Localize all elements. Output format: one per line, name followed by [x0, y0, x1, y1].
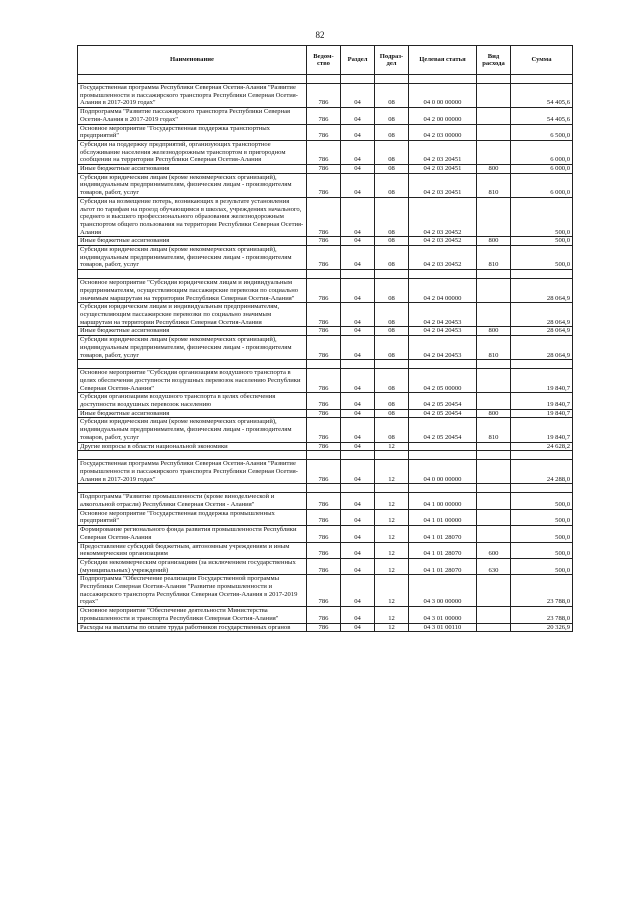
cell-celevaya-statya: 04 1 01 28070: [409, 558, 477, 574]
cell-podrazdel: 12: [375, 493, 409, 509]
cell-podrazdel: 08: [375, 84, 409, 108]
table-row: [78, 336, 573, 360]
spacer-cell: [78, 451, 307, 460]
table-row: [78, 460, 573, 484]
spacer-cell: [375, 451, 409, 460]
spacer-cell: [375, 270, 409, 279]
spacer-row: [78, 484, 573, 493]
cell-summa: 19 840,7: [511, 418, 573, 442]
cell-vid-rashoda: [477, 442, 511, 451]
cell-vedomstvo: 786: [307, 165, 341, 174]
cell-summa: 24 288,0: [511, 460, 573, 484]
spacer-cell: [375, 484, 409, 493]
cell-name: Субсидия на поддержку предприятий, организующих транспортное обслуживание населения железнодорожным транспортом в пригородном сообщении на территории Республики Северная Осетия-Алания: [78, 140, 307, 164]
spacer-row: [78, 270, 573, 279]
spacer-cell: [78, 360, 307, 369]
cell-name: Субсидии юридическим лицам (кроме некоммерческих организаций), индивидуальным предпринимателям, физическим лицам - производителям товаров, работ, услуг: [78, 418, 307, 442]
cell-celevaya-statya: 04 2 00 00000: [409, 108, 477, 124]
cell-celevaya-statya: 04 3 01 00110: [409, 623, 477, 632]
cell-razdel: 04: [341, 279, 375, 303]
table-row: [78, 409, 573, 418]
cell-name: Другие вопросы в области национальной экономики: [78, 442, 307, 451]
header-celevaya-statya: Целевая статья: [409, 46, 477, 75]
cell-vid-rashoda: [477, 303, 511, 327]
spacer-cell: [511, 360, 573, 369]
cell-name: Государственная программа Республики Северная Осетия-Алания "Развитие промышленности и пассажирского транспорта Республики Северная Осетия-Алания в 2017-2019 годах": [78, 460, 307, 484]
cell-vedomstvo: 786: [307, 303, 341, 327]
spacer-row: [78, 360, 573, 369]
spacer-cell: [307, 360, 341, 369]
table-body: [78, 75, 573, 632]
cell-summa: 19 840,7: [511, 409, 573, 418]
spacer-cell: [78, 270, 307, 279]
table-row: [78, 124, 573, 140]
cell-celevaya-statya: 04 2 03 20451: [409, 165, 477, 174]
cell-vedomstvo: 786: [307, 442, 341, 451]
cell-razdel: 04: [341, 575, 375, 607]
cell-podrazdel: 08: [375, 140, 409, 164]
cell-celevaya-statya: 04 2 03 20451: [409, 140, 477, 164]
cell-podrazdel: 12: [375, 442, 409, 451]
cell-celevaya-statya: 04 1 00 00000: [409, 493, 477, 509]
table-row: [78, 393, 573, 409]
cell-name: Основное мероприятие "Субсидия организациям воздушного транспорта в целях обеспечения доступности воздушных перевозок населению Республики Северная Осетия-Алания": [78, 369, 307, 393]
cell-summa: 500,0: [511, 542, 573, 558]
spacer-cell: [511, 75, 573, 84]
cell-vedomstvo: 786: [307, 237, 341, 246]
table-row: [78, 84, 573, 108]
cell-podrazdel: 08: [375, 336, 409, 360]
cell-summa: 500,0: [511, 246, 573, 270]
cell-vedomstvo: 786: [307, 526, 341, 542]
cell-name: Подпрограмма "Обеспечение реализации Государственной программы Республики Северная Осетия-Алания "Развитие промышленности и пассажирского транспорта Республики Северная Осетия-Алания в 2017-2019 годах": [78, 575, 307, 607]
cell-vid-rashoda: 630: [477, 558, 511, 574]
cell-vid-rashoda: [477, 460, 511, 484]
cell-vedomstvo: 786: [307, 418, 341, 442]
spacer-cell: [307, 451, 341, 460]
cell-podrazdel: 08: [375, 393, 409, 409]
cell-name: Основное мероприятие "Государственная поддержка промышленных предприятий": [78, 509, 307, 525]
cell-celevaya-statya: 04 2 03 20452: [409, 246, 477, 270]
cell-razdel: 04: [341, 493, 375, 509]
header-vid-rashoda: Вид расхода: [477, 46, 511, 75]
cell-podrazdel: 12: [375, 526, 409, 542]
cell-vedomstvo: 786: [307, 409, 341, 418]
cell-summa: 6 000,0: [511, 140, 573, 164]
cell-vedomstvo: 786: [307, 460, 341, 484]
cell-summa: 500,0: [511, 237, 573, 246]
cell-razdel: 04: [341, 623, 375, 632]
header-name: Наименование: [78, 46, 307, 75]
cell-vid-rashoda: [477, 393, 511, 409]
cell-podrazdel: 08: [375, 197, 409, 237]
cell-vedomstvo: 786: [307, 623, 341, 632]
cell-vedomstvo: 786: [307, 108, 341, 124]
cell-vid-rashoda: [477, 108, 511, 124]
cell-celevaya-statya: 04 2 05 20454: [409, 393, 477, 409]
cell-vedomstvo: 786: [307, 327, 341, 336]
cell-name: Субсидии некоммерческим организациям (за исключением государственных (муниципальных) учреждений): [78, 558, 307, 574]
cell-podrazdel: 08: [375, 165, 409, 174]
cell-name: Субсидии юридическим лицам (кроме некоммерческих организаций), индивидуальным предпринимателям, физическим лицам - производителям товаров, работ, услуг: [78, 173, 307, 197]
cell-vid-rashoda: 800: [477, 409, 511, 418]
cell-vid-rashoda: [477, 607, 511, 623]
cell-vid-rashoda: 600: [477, 542, 511, 558]
cell-celevaya-statya: 04 2 04 00000: [409, 279, 477, 303]
cell-podrazdel: 12: [375, 623, 409, 632]
cell-celevaya-statya: 04 2 05 20454: [409, 418, 477, 442]
table-row: [78, 173, 573, 197]
cell-vid-rashoda: 800: [477, 237, 511, 246]
cell-summa: 19 840,7: [511, 393, 573, 409]
cell-vedomstvo: 786: [307, 607, 341, 623]
cell-summa: 6 500,0: [511, 124, 573, 140]
cell-razdel: 04: [341, 526, 375, 542]
cell-razdel: 04: [341, 542, 375, 558]
cell-summa: 500,0: [511, 526, 573, 542]
cell-name: Субсидия на возмещение потерь, возникающих в результате установления льгот по тарифам на проезд обучающимся в школах, учреждениях начального, среднего и высшего профессионального образования железнодорожным транспортом общего пользования на территории Республики Северная Осетия-Алания: [78, 197, 307, 237]
cell-name: Подпрограмма "Развитие промышленности (кроме винодельческой и алкогольной отрасли) Республики Северная Осетия - Алания": [78, 493, 307, 509]
cell-vedomstvo: 786: [307, 124, 341, 140]
cell-name: Иные бюджетные ассигнования: [78, 327, 307, 336]
spacer-cell: [409, 360, 477, 369]
cell-celevaya-statya: 04 0 00 00000: [409, 84, 477, 108]
table-row: [78, 575, 573, 607]
cell-vid-rashoda: [477, 575, 511, 607]
header-vedomstvo: Ведом-ство: [307, 46, 341, 75]
cell-vedomstvo: 786: [307, 369, 341, 393]
cell-vid-rashoda: [477, 124, 511, 140]
cell-razdel: 04: [341, 607, 375, 623]
cell-podrazdel: 12: [375, 509, 409, 525]
cell-celevaya-statya: 04 1 01 00000: [409, 509, 477, 525]
cell-celevaya-statya: 04 2 05 00000: [409, 369, 477, 393]
table-row: [78, 542, 573, 558]
table-row: [78, 165, 573, 174]
cell-summa: 20 326,9: [511, 623, 573, 632]
cell-podrazdel: 08: [375, 409, 409, 418]
budget-table: [77, 45, 573, 632]
cell-summa: 500,0: [511, 558, 573, 574]
cell-name: Расходы на выплаты по оплате труда работников государственных органов: [78, 623, 307, 632]
cell-vid-rashoda: [477, 623, 511, 632]
cell-name: Иные бюджетные ассигнования: [78, 165, 307, 174]
cell-celevaya-statya: 04 2 04 20453: [409, 327, 477, 336]
spacer-cell: [78, 75, 307, 84]
cell-razdel: 04: [341, 393, 375, 409]
spacer-cell: [511, 270, 573, 279]
cell-podrazdel: 08: [375, 124, 409, 140]
cell-celevaya-statya: 04 2 03 00000: [409, 124, 477, 140]
cell-celevaya-statya: [409, 442, 477, 451]
cell-vid-rashoda: 810: [477, 336, 511, 360]
cell-vedomstvo: 786: [307, 197, 341, 237]
table-row: [78, 442, 573, 451]
cell-razdel: 04: [341, 84, 375, 108]
cell-name: Формирование регионального фонда развития промышленности Республики Северная Осетия-Алания: [78, 526, 307, 542]
cell-summa: 28 064,9: [511, 279, 573, 303]
cell-razdel: 04: [341, 418, 375, 442]
table-row: [78, 140, 573, 164]
table-row: [78, 418, 573, 442]
cell-razdel: 04: [341, 558, 375, 574]
table-row: [78, 327, 573, 336]
spacer-cell: [341, 484, 375, 493]
cell-name: Основное мероприятие "Субсидия юридическим лицам и индивидуальным предпринимателям, осуществляющим пассажирские перевозки по социально значимым маршрутам на территории Республики Северная Осетия-Алания": [78, 279, 307, 303]
spacer-row: [78, 75, 573, 84]
table-row: [78, 623, 573, 632]
table-row: [78, 197, 573, 237]
cell-razdel: 04: [341, 409, 375, 418]
spacer-cell: [409, 484, 477, 493]
table-row: [78, 303, 573, 327]
cell-vedomstvo: 786: [307, 542, 341, 558]
cell-celevaya-statya: 04 3 00 00000: [409, 575, 477, 607]
cell-vid-rashoda: [477, 197, 511, 237]
cell-summa: 23 788,0: [511, 575, 573, 607]
table-row: [78, 526, 573, 542]
spacer-cell: [409, 270, 477, 279]
page-number: 82: [315, 30, 325, 40]
cell-vedomstvo: 786: [307, 173, 341, 197]
cell-razdel: 04: [341, 509, 375, 525]
cell-name: Субсидия юридическим лицам и индивидуальным предпринимателям, осуществляющим пассажирские перевозки по социально значимым маршрутам на территории Республики Северная Осетия-Алания: [78, 303, 307, 327]
cell-celevaya-statya: 04 0 00 00000: [409, 460, 477, 484]
spacer-row: [78, 451, 573, 460]
cell-podrazdel: 08: [375, 108, 409, 124]
cell-vid-rashoda: 800: [477, 327, 511, 336]
cell-celevaya-statya: 04 2 05 20454: [409, 409, 477, 418]
cell-name: Основное мероприятие "Обеспечение деятельности Министерства промышленности и транспорта Республики Северная Осетия-Алания": [78, 607, 307, 623]
cell-podrazdel: 12: [375, 575, 409, 607]
header-podrazdel: Подраз-дел: [375, 46, 409, 75]
cell-razdel: 04: [341, 327, 375, 336]
spacer-cell: [477, 360, 511, 369]
cell-vid-rashoda: [477, 526, 511, 542]
cell-vedomstvo: 786: [307, 493, 341, 509]
header-summa: Сумма: [511, 46, 573, 75]
cell-podrazdel: 08: [375, 279, 409, 303]
header-razdel: Раздел: [341, 46, 375, 75]
cell-summa: 6 000,0: [511, 165, 573, 174]
table-row: [78, 246, 573, 270]
spacer-cell: [477, 270, 511, 279]
table-row: [78, 607, 573, 623]
cell-name: Подпрограмма "Развитие пассажирского транспорта Республики Северная Осетия-Алания в 2017-2019 годах": [78, 108, 307, 124]
cell-summa: 500,0: [511, 493, 573, 509]
spacer-cell: [409, 451, 477, 460]
cell-vedomstvo: 786: [307, 575, 341, 607]
cell-celevaya-statya: 04 3 01 00000: [409, 607, 477, 623]
cell-name: Государственная программа Республики Северная Осетия-Алания "Развитие промышленности и пассажирского транспорта Республики Северная Осетия-Алания в 2017-2019 годах": [78, 84, 307, 108]
cell-celevaya-statya: 04 1 01 28070: [409, 542, 477, 558]
cell-vedomstvo: 786: [307, 558, 341, 574]
cell-razdel: 04: [341, 165, 375, 174]
cell-celevaya-statya: 04 2 03 20452: [409, 237, 477, 246]
cell-vid-rashoda: [477, 140, 511, 164]
cell-podrazdel: 08: [375, 327, 409, 336]
spacer-cell: [477, 484, 511, 493]
spacer-cell: [511, 451, 573, 460]
cell-name: Основное мероприятие "Государственная поддержка транспортных предприятий": [78, 124, 307, 140]
cell-vedomstvo: 786: [307, 140, 341, 164]
table-row: [78, 108, 573, 124]
cell-podrazdel: 08: [375, 246, 409, 270]
table-row: [78, 237, 573, 246]
cell-vedomstvo: 786: [307, 336, 341, 360]
cell-summa: 6 000,0: [511, 173, 573, 197]
cell-celevaya-statya: 04 2 03 20452: [409, 197, 477, 237]
cell-summa: 28 064,9: [511, 327, 573, 336]
spacer-cell: [307, 75, 341, 84]
cell-summa: 500,0: [511, 197, 573, 237]
cell-name: Субсидия организациям воздушного транспорта в целях обеспечения доступности воздушных перевозок населению: [78, 393, 307, 409]
cell-vid-rashoda: [477, 493, 511, 509]
cell-podrazdel: 12: [375, 607, 409, 623]
table-row: [78, 493, 573, 509]
cell-celevaya-statya: 04 2 04 20453: [409, 303, 477, 327]
cell-razdel: 04: [341, 303, 375, 327]
spacer-cell: [409, 75, 477, 84]
cell-summa: 28 064,9: [511, 303, 573, 327]
cell-summa: 28 064,9: [511, 336, 573, 360]
spacer-cell: [307, 484, 341, 493]
cell-summa: 19 840,7: [511, 369, 573, 393]
table-row: [78, 509, 573, 525]
cell-vedomstvo: 786: [307, 279, 341, 303]
cell-vedomstvo: 786: [307, 393, 341, 409]
spacer-cell: [341, 75, 375, 84]
table-row: [78, 369, 573, 393]
cell-razdel: 04: [341, 124, 375, 140]
cell-podrazdel: 08: [375, 173, 409, 197]
cell-podrazdel: 08: [375, 303, 409, 327]
cell-razdel: 04: [341, 197, 375, 237]
cell-podrazdel: 12: [375, 542, 409, 558]
cell-podrazdel: 08: [375, 237, 409, 246]
spacer-cell: [375, 360, 409, 369]
cell-podrazdel: 08: [375, 369, 409, 393]
cell-vid-rashoda: [477, 279, 511, 303]
cell-celevaya-statya: 04 2 04 20453: [409, 336, 477, 360]
spacer-cell: [477, 451, 511, 460]
cell-razdel: 04: [341, 173, 375, 197]
spacer-cell: [511, 484, 573, 493]
cell-razdel: 04: [341, 108, 375, 124]
cell-name: Иные бюджетные ассигнования: [78, 237, 307, 246]
cell-razdel: 04: [341, 369, 375, 393]
cell-razdel: 04: [341, 246, 375, 270]
cell-vid-rashoda: [477, 369, 511, 393]
spacer-cell: [477, 75, 511, 84]
cell-summa: 54 405,6: [511, 108, 573, 124]
cell-vid-rashoda: 810: [477, 173, 511, 197]
cell-summa: 500,0: [511, 509, 573, 525]
cell-vedomstvo: 786: [307, 84, 341, 108]
cell-vid-rashoda: 810: [477, 246, 511, 270]
spacer-cell: [307, 270, 341, 279]
cell-name: Субсидии юридическим лицам (кроме некоммерческих организаций), индивидуальным предпринимателям, физическим лицам - производителям товаров, работ, услуг: [78, 246, 307, 270]
cell-vid-rashoda: [477, 509, 511, 525]
cell-summa: 24 628,2: [511, 442, 573, 451]
cell-vedomstvo: 786: [307, 246, 341, 270]
cell-podrazdel: 08: [375, 418, 409, 442]
cell-name: Иные бюджетные ассигнования: [78, 409, 307, 418]
cell-podrazdel: 12: [375, 460, 409, 484]
spacer-cell: [341, 360, 375, 369]
cell-vid-rashoda: [477, 84, 511, 108]
cell-summa: 54 405,6: [511, 84, 573, 108]
cell-podrazdel: 12: [375, 558, 409, 574]
cell-razdel: 04: [341, 442, 375, 451]
cell-razdel: 04: [341, 237, 375, 246]
spacer-cell: [78, 484, 307, 493]
cell-celevaya-statya: 04 1 01 28070: [409, 526, 477, 542]
header-row: [78, 46, 573, 75]
cell-celevaya-statya: 04 2 03 20451: [409, 173, 477, 197]
cell-razdel: 04: [341, 140, 375, 164]
cell-name: Предоставление субсидий бюджетным, автономным учреждениям и иным некоммерческим организациям: [78, 542, 307, 558]
spacer-cell: [341, 451, 375, 460]
table-row: [78, 279, 573, 303]
spacer-cell: [341, 270, 375, 279]
spacer-cell: [375, 75, 409, 84]
cell-name: Субсидии юридическим лицам (кроме некоммерческих организаций), индивидуальным предпринимателям, физическим лицам - производителям товаров, работ, услуг: [78, 336, 307, 360]
cell-vid-rashoda: 810: [477, 418, 511, 442]
cell-razdel: 04: [341, 336, 375, 360]
cell-vedomstvo: 786: [307, 509, 341, 525]
cell-summa: 23 788,0: [511, 607, 573, 623]
cell-vid-rashoda: 800: [477, 165, 511, 174]
table-row: [78, 558, 573, 574]
cell-razdel: 04: [341, 460, 375, 484]
